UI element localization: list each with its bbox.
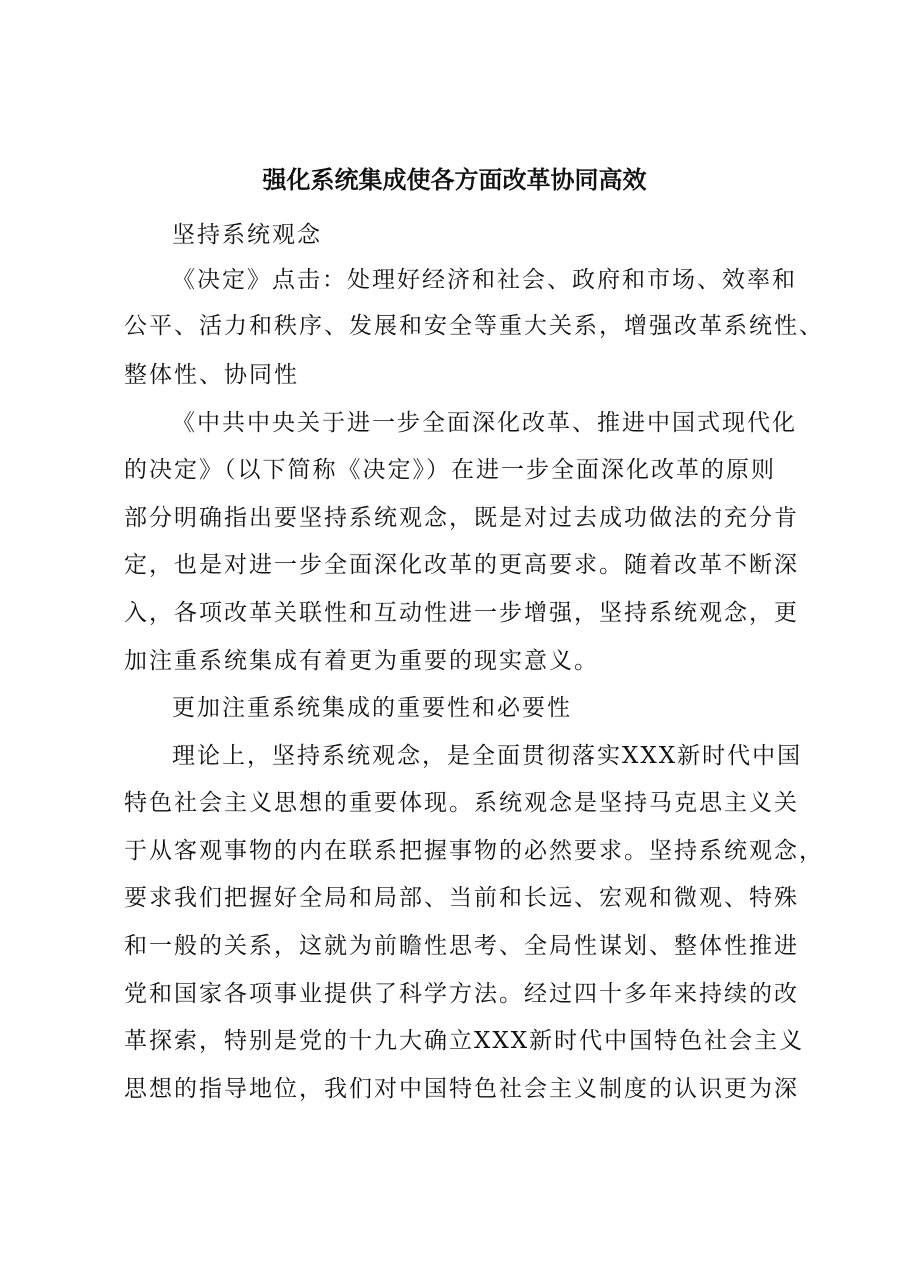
text-line: 理论上，坚持系统观念，是全面贯彻落实XXX新时代中国: [172, 743, 803, 769]
text-line: 特色社会主义思想的重要体现。系统观念是坚持马克思主义关: [124, 790, 799, 816]
document-title: 强化系统集成使各方面改革协同高效: [262, 165, 647, 194]
text-line: 公平、活力和秩序、发展和安全等重大关系，增强改革系统性、: [124, 313, 824, 339]
text-line: 《决定》点击：处理好经济和社会、政府和市场、效率和: [172, 267, 797, 293]
text-line: 整体性、协同性: [124, 362, 299, 388]
text-line: 党和国家各项事业提供了科学方法。经过四十多年来持续的改: [124, 981, 799, 1007]
text-line: 《中共中央关于进一步全面深化改革、推进中国式现代化: [172, 410, 797, 436]
text-line: 要求我们把握好全局和局部、当前和长远、宏观和微观、特殊: [124, 885, 799, 911]
text-line: 革探索，特别是党的十九大确立XXX新时代中国特色社会主义: [124, 1028, 805, 1054]
text-line: 思想的指导地位，我们对中国特色社会主义制度的认识更为深: [124, 1076, 799, 1102]
text-line: 加注重系统集成有着更为重要的现实意义。: [124, 648, 599, 674]
text-line: 的决定》（以下简称《决定》）在进一步全面深化改革的原则: [124, 457, 776, 483]
text-line: 于从客观事物的内在联系把握事物的必然要求。坚持系统观念，: [124, 838, 824, 864]
text-line: 部分明确指出要坚持系统观念，既是对过去成功做法的充分肯: [124, 505, 799, 531]
text-line: 入，各项改革关联性和互动性进一步增强，坚持系统观念，更: [124, 600, 799, 626]
text-line: 更加注重系统集成的重要性和必要性: [172, 695, 572, 721]
text-line: 和一般的关系，这就为前瞻性思考、全局性谋划、整体性推进: [124, 933, 799, 959]
text-line: 定，也是对进一步全面深化改革的更高要求。随着改革不断深: [124, 552, 799, 578]
text-line: 坚持系统观念: [172, 222, 322, 248]
